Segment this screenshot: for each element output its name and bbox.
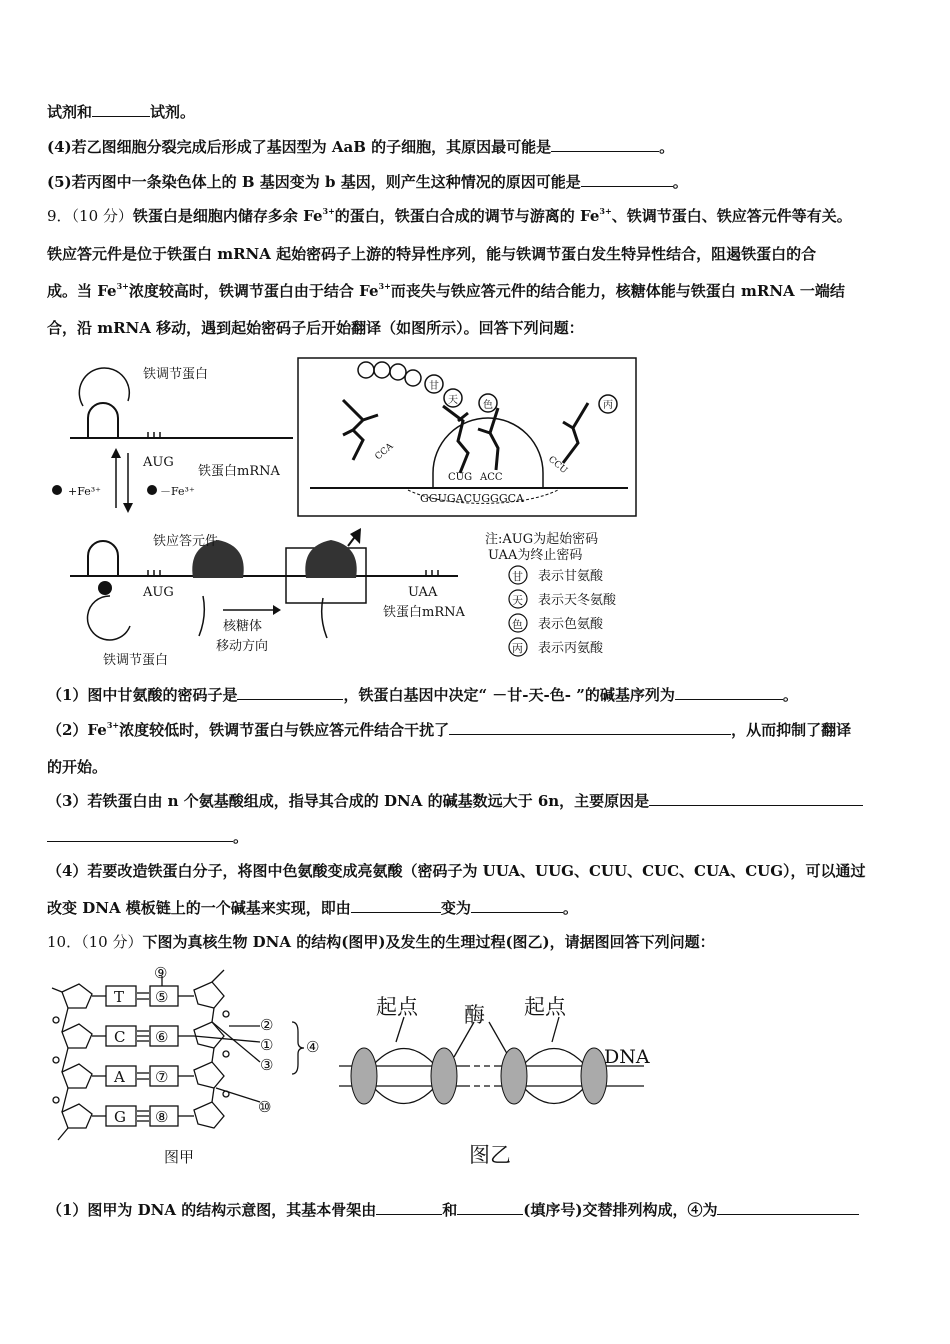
base-g: G bbox=[114, 1108, 126, 1126]
question-9-3: （3）若铁蛋白由 n 个氨基酸组成，指导其合成的 DNA 的碱基数远大于 6n，主要原因是 bbox=[47, 791, 863, 811]
answer-blank[interactable] bbox=[376, 1200, 442, 1215]
answer-blank[interactable] bbox=[47, 827, 233, 842]
base-a: A bbox=[114, 1068, 125, 1086]
question-9-stem-3: 成。当 $Fe^{3+}$浓度较高时，铁调节蛋白由于结合 $Fe^{3+}$而丧失与铁应答元件的结合能力，核糖体能与铁蛋白 mRNA 一端结 bbox=[47, 281, 845, 300]
label-9: ⑨ bbox=[154, 964, 168, 982]
legend-asp: 表示天冬氨酸 bbox=[538, 593, 617, 608]
question-8-4: (4)若乙图细胞分裂完成后形成了基因型为 AaB 的子细胞，其原因最可能是 。 bbox=[47, 138, 675, 156]
question-10-stem: 10．（10 分）下图为真核生物 DNA 的结构(图甲)及发生的生理过程(图乙)，请据图回答下列问题： bbox=[47, 933, 715, 951]
question-9-1: （1）图中甘氨酸的密码子是 ，铁蛋白基因中决定“ －甘-天-色- ”的碱基序列为 。 bbox=[47, 686, 798, 704]
caption-b: 图乙 bbox=[469, 1143, 511, 1167]
deoxyribose-left bbox=[62, 984, 92, 1008]
anticodon: CUG bbox=[448, 472, 473, 483]
anticodon: CCA bbox=[373, 441, 396, 463]
question-9-2-cont: 的开始。 bbox=[47, 758, 108, 776]
anticodon: ACC bbox=[480, 472, 503, 483]
question-9-4-cont: 改变 DNA 模板链上的一个碱基来实现，即由 变为 。 bbox=[47, 899, 578, 917]
answer-blank[interactable] bbox=[551, 137, 659, 152]
label-regulator-bottom: 铁调节蛋白 bbox=[103, 653, 169, 668]
question-9-stem-4: 合，沿 mRNA 移动，遇到起始密码子后开始翻译（如图所示）。回答下列问题： bbox=[47, 319, 584, 337]
answer-blank[interactable] bbox=[581, 172, 673, 187]
caption-a: 图甲 bbox=[164, 1148, 195, 1166]
answer-blank[interactable] bbox=[717, 1200, 859, 1215]
label-mrna-bottom: 铁蛋白mRNA bbox=[383, 605, 465, 620]
label-minus-fe: －Fe³⁺ bbox=[160, 485, 195, 498]
legend-gly: 表示甘氨酸 bbox=[538, 569, 604, 584]
label-plus-fe: +Fe³⁺ bbox=[68, 485, 101, 498]
answer-blank[interactable] bbox=[449, 720, 731, 735]
label-5: ⑤ bbox=[155, 988, 169, 1006]
note-aug: 注:AUG为起始密码 bbox=[485, 532, 599, 547]
question-8-5: (5)若丙图中一条染色体上的 B 基因变为 b 基因，则产生这种情况的原因可能是 。 bbox=[47, 173, 688, 191]
legend-trp-glyph: 色 bbox=[512, 618, 523, 631]
label-aug-top: AUG bbox=[143, 455, 174, 470]
label-ire: 铁应答元件 bbox=[153, 534, 219, 549]
label-regulator-top: 铁调节蛋白 bbox=[143, 367, 209, 382]
answer-blank[interactable] bbox=[471, 898, 563, 913]
aa-asp: 天 bbox=[448, 395, 458, 406]
label-origin-2: 起点 bbox=[524, 995, 566, 1019]
ferritin-translation-figure bbox=[48, 348, 640, 670]
label-enzyme: 酶 bbox=[464, 1003, 485, 1027]
question-9-3-cont: 。 bbox=[47, 827, 248, 847]
legend-gly-glyph: 甘 bbox=[512, 570, 523, 583]
answer-blank[interactable] bbox=[649, 791, 863, 806]
aa-gly: 甘 bbox=[429, 381, 439, 392]
aa-ala: 丙 bbox=[603, 400, 613, 411]
answer-blank[interactable] bbox=[351, 898, 441, 913]
question-10-1: （1）图甲为 DNA 的结构示意图，其基本骨架由 和 (填序号)交替排列构成，④为 bbox=[47, 1200, 859, 1220]
label-origin-1: 起点 bbox=[376, 995, 418, 1019]
label-8: ⑧ bbox=[155, 1108, 169, 1126]
helicase-left bbox=[351, 1048, 377, 1104]
label-dna: DNA bbox=[604, 1046, 650, 1068]
legend-asp-glyph: 天 bbox=[512, 594, 523, 607]
aa-trp: 色 bbox=[483, 400, 493, 411]
answer-blank[interactable] bbox=[92, 102, 150, 117]
label-1: ① bbox=[260, 1036, 274, 1054]
label-4: ④ bbox=[306, 1038, 320, 1056]
anticodon: CCU bbox=[546, 454, 569, 477]
label-direction: 移动方向 bbox=[216, 639, 269, 654]
dna-figure bbox=[44, 962, 664, 1174]
question-9-stem-1: 9．（10 分）铁蛋白是细胞内储存多余 $Fe^{3+}$的蛋白，铁蛋白合成的调节与游离的 $Fe^{3+}$、铁调节蛋白、铁应答元件等有关。 bbox=[47, 206, 852, 225]
base-t: T bbox=[114, 988, 125, 1006]
label-6: ⑥ bbox=[155, 1028, 169, 1046]
line-reagent: 试剂和 试剂。 bbox=[47, 103, 196, 121]
label-7: ⑦ bbox=[155, 1068, 169, 1086]
answer-blank[interactable] bbox=[457, 1200, 523, 1215]
label-3: ③ bbox=[260, 1056, 274, 1074]
legend-trp: 表示色氨酸 bbox=[538, 617, 604, 632]
label-uaa: UAA bbox=[408, 585, 438, 600]
answer-blank[interactable] bbox=[237, 685, 343, 700]
question-9-2: $(2)Fe^{3+}$浓度较低时，铁调节蛋白与铁应答元件结合干扰了 ，从而抑制了翻译 bbox=[47, 720, 852, 739]
base-c: C bbox=[114, 1028, 126, 1046]
label-mrna-top: 铁蛋白mRNA bbox=[198, 464, 280, 479]
legend-ala: 表示丙氨酸 bbox=[538, 641, 604, 656]
question-9-4: （4）若要改造铁蛋白分子，将图中色氨酸变成亮氨酸（密码子为 UUA、UUG、CUU、CUC、CUA、CUG），可以通过 bbox=[47, 862, 866, 880]
label-ribosome: 核糖体 bbox=[223, 619, 263, 634]
answer-blank[interactable] bbox=[675, 685, 783, 700]
label-sequence: GGUGACUGGGCA bbox=[420, 492, 524, 505]
question-9-stem-2: 铁应答元件是位于铁蛋白 mRNA 起始密码子上游的特异性序列，能与铁调节蛋白发生特异性结合，阻遏铁蛋白的合 bbox=[47, 245, 817, 263]
label-10: ⑩ bbox=[258, 1098, 272, 1116]
label-2: ② bbox=[260, 1016, 274, 1034]
note-uaa: UAA为终止密码 bbox=[488, 548, 583, 563]
legend-ala-glyph: 丙 bbox=[512, 642, 523, 655]
label-aug-bottom: AUG bbox=[143, 585, 174, 600]
